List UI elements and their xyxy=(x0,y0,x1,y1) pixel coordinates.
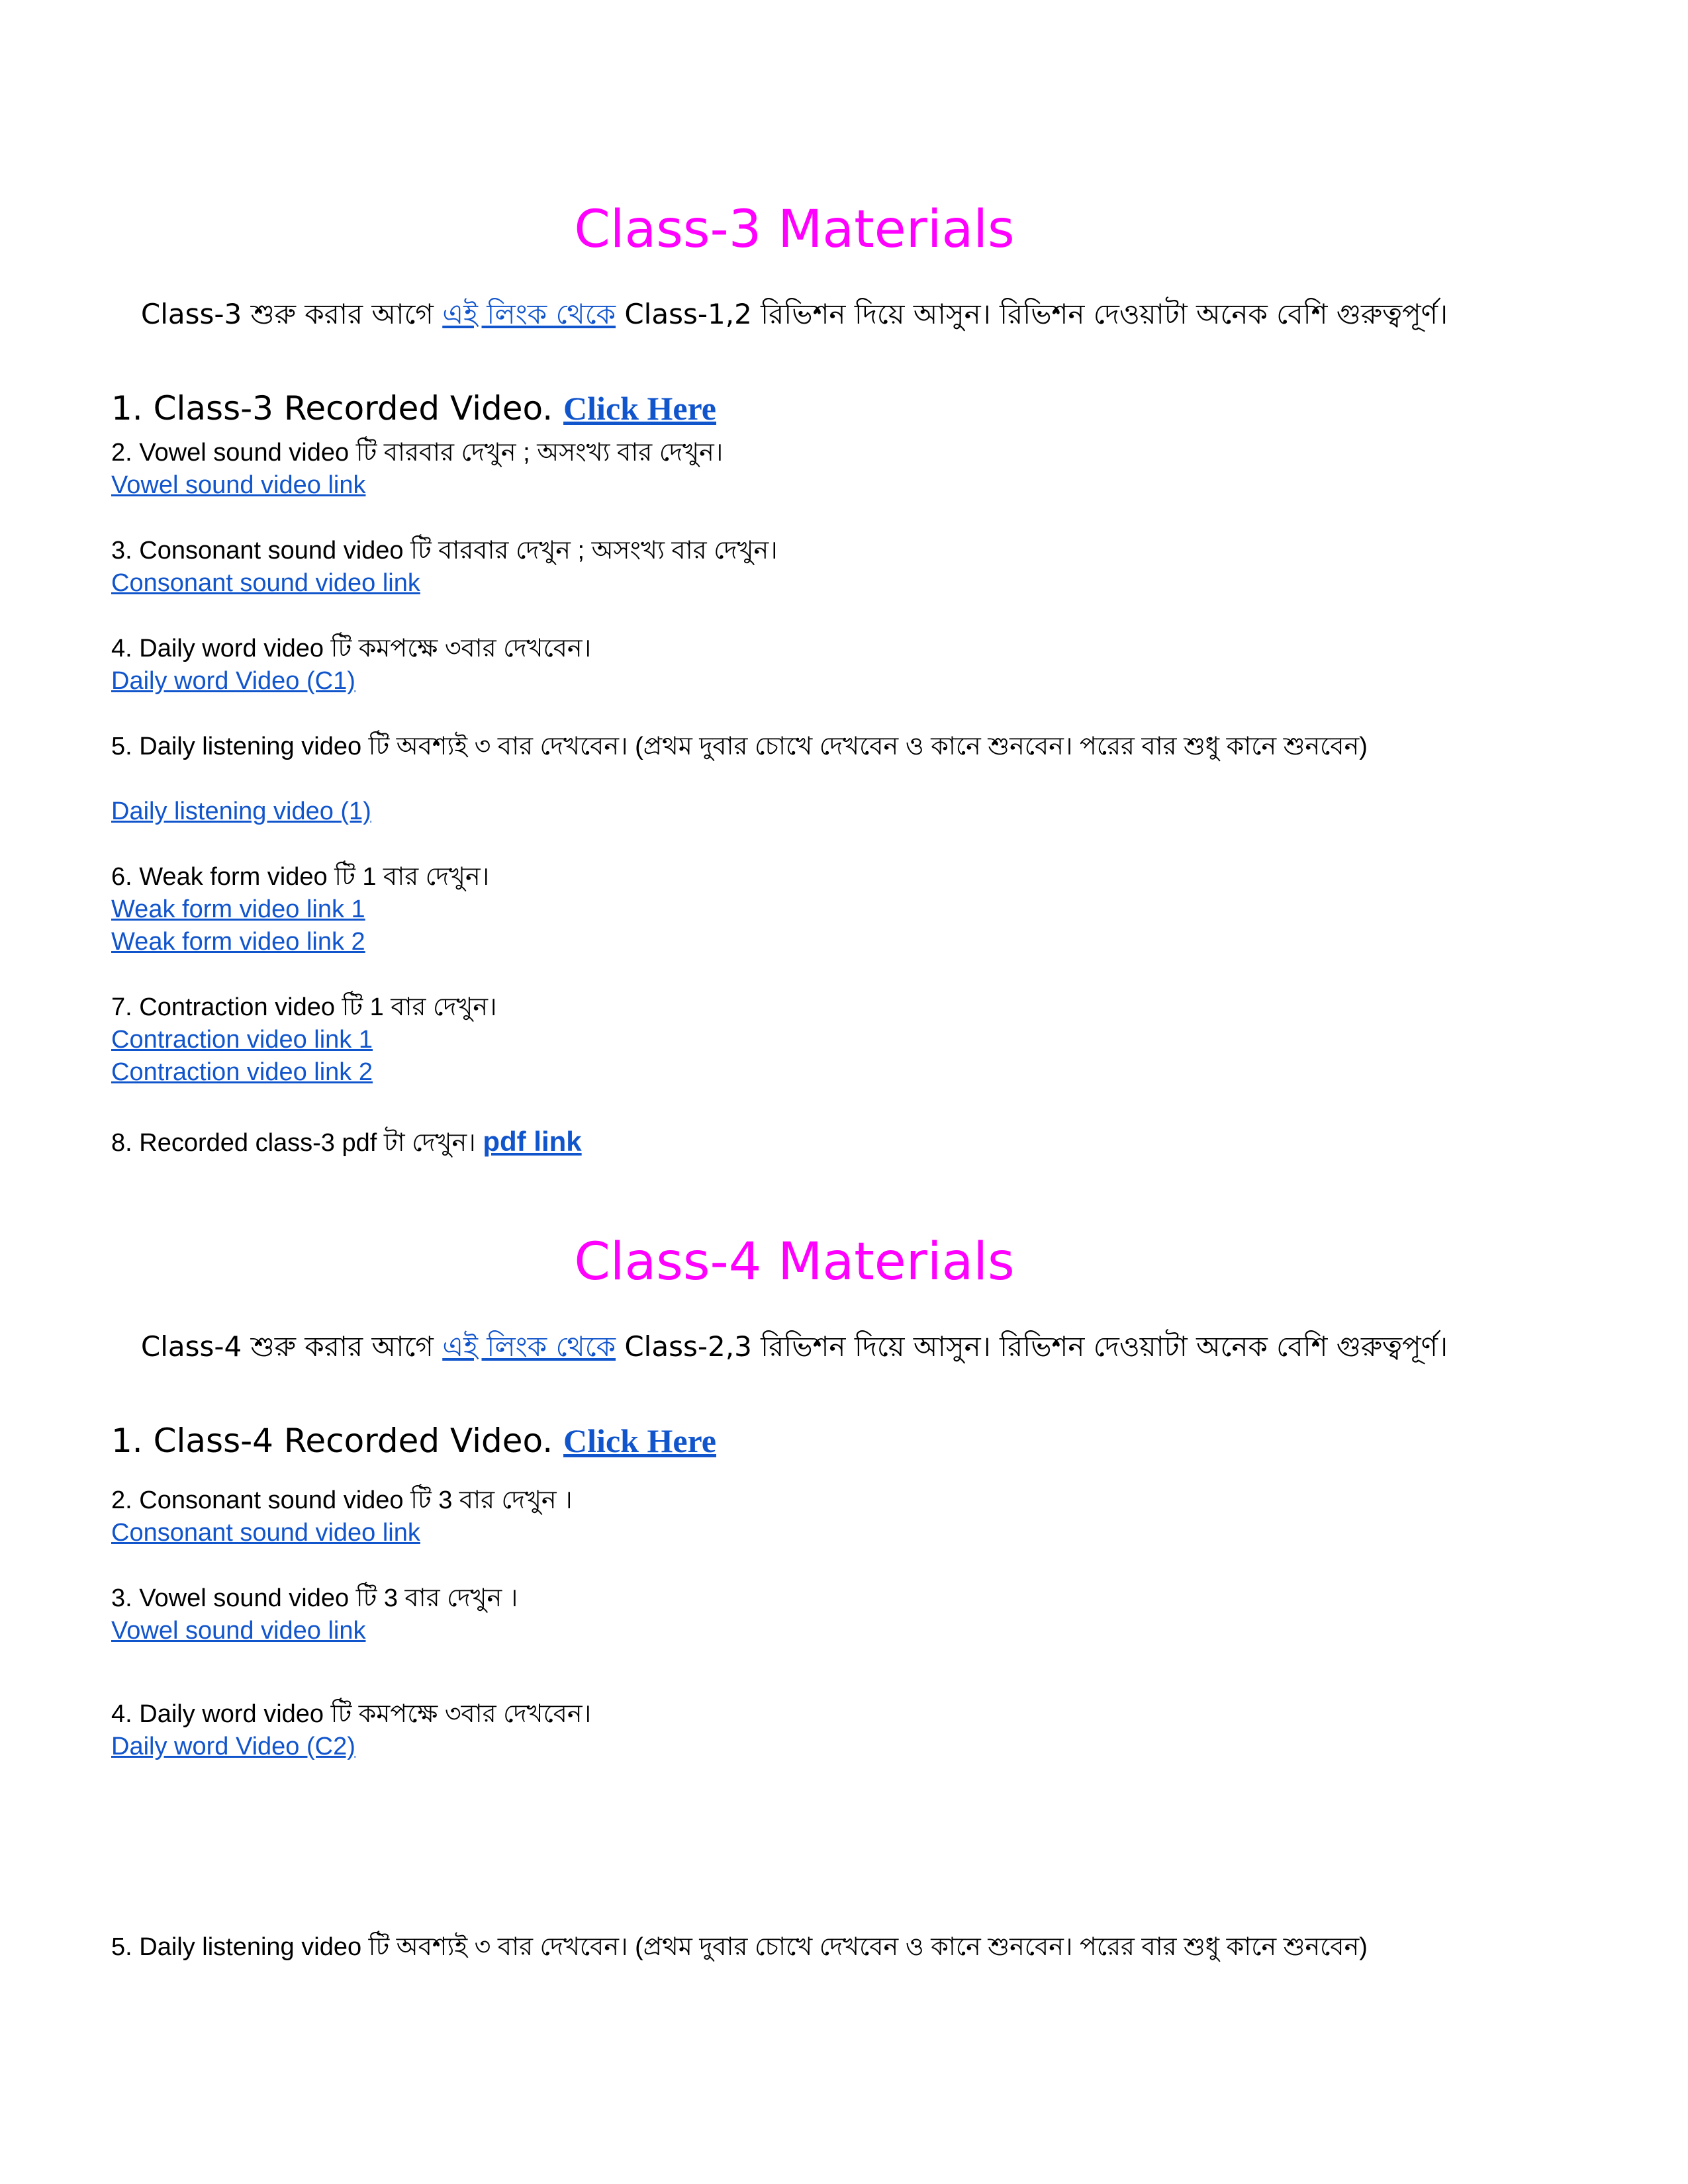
class4-consonant-sound-link[interactable]: Consonant sound video link xyxy=(111,1519,420,1547)
class3-item-8 xyxy=(111,1125,582,1159)
class4-recorded-heading-text: 1. Class-4 Recorded Video. xyxy=(111,1422,564,1460)
class4-recorded-heading xyxy=(111,1423,716,1459)
class4-intro-before: Class-4 শুরু করার আগে xyxy=(140,1330,443,1363)
class3-item-2: 2. Vowel sound video টি বারবার দেখুন ; অসংখ্য বার দেখুন। xyxy=(111,439,724,467)
class3-daily-listening-link[interactable]: Daily listening video (1) xyxy=(111,797,371,825)
class3-contraction-link-1[interactable]: Contraction video link 1 xyxy=(111,1026,373,1054)
class3-daily-word-link[interactable]: Daily word Video (C1) xyxy=(111,667,355,695)
class3-vowel-sound-link[interactable]: Vowel sound video link xyxy=(111,471,366,499)
class3-weak-form-link-1[interactable]: Weak form video link 1 xyxy=(111,895,365,923)
class3-intro xyxy=(0,298,1589,331)
class3-item-5: 5. Daily listening video টি অবশ্যই ৩ বার দেখবেন। (প্রথম দুবার চোখে দেখবেন ও কানে শুনবেন। পরের বার শুধু কানে শুনবেন) xyxy=(111,733,1368,760)
class3-item-4: 4. Daily word video টি কমপক্ষে ৩বার দেখবেন। xyxy=(111,635,592,662)
class4-item-3: 3. Vowel sound video টি 3 বার দেখুন । xyxy=(111,1584,518,1612)
class4-item-5: 5. Daily listening video টি অবশ্যই ৩ বার দেখবেন। (প্রথম দুবার চোখে দেখবেন ও কানে শুনবেন। পরের বার শুধু কানে শুনবেন) xyxy=(111,1933,1368,1961)
class4-intro xyxy=(0,1330,1589,1363)
class3-revision-link[interactable]: এই লিংক থেকে xyxy=(442,298,616,330)
class4-intro-after: Class-2,3 রিভিশন দিয়ে আসুন। রিভিশন দেওয়াটা অনেক বেশি গুরুত্বপূর্ণ। xyxy=(616,1330,1448,1363)
class3-consonant-sound-link[interactable]: Consonant sound video link xyxy=(111,569,420,597)
class4-click-here-link[interactable]: Click Here xyxy=(563,1422,717,1459)
class3-title: Class-3 Materials xyxy=(574,200,1015,259)
class3-recorded-heading xyxy=(111,390,716,427)
class3-pdf-item-text: 8. Recorded class-3 pdf টা দেখুন। xyxy=(111,1129,483,1157)
class4-revision-link[interactable]: এই লিংক থেকে xyxy=(442,1330,616,1363)
class3-click-here-link[interactable]: Click Here xyxy=(563,390,717,427)
class3-weak-form-link-2[interactable]: Weak form video link 2 xyxy=(111,928,365,956)
class3-pdf-link[interactable]: pdf link xyxy=(483,1126,582,1157)
class4-item-2: 2. Consonant sound video টি 3 বার দেখুন । xyxy=(111,1486,573,1514)
class3-intro-before: Class-3 শুরু করার আগে xyxy=(140,298,443,330)
class4-vowel-sound-link[interactable]: Vowel sound video link xyxy=(111,1617,366,1645)
class4-daily-word-link[interactable]: Daily word Video (C2) xyxy=(111,1733,355,1760)
class3-contraction-link-2[interactable]: Contraction video link 2 xyxy=(111,1058,373,1086)
class4-title: Class-4 Materials xyxy=(574,1232,1015,1292)
class3-item-3: 3. Consonant sound video টি বারবার দেখুন ; অসংখ্য বার দেখুন। xyxy=(111,537,778,565)
class3-recorded-heading-text: 1. Class-3 Recorded Video. xyxy=(111,389,564,428)
class3-item-6: 6. Weak form video টি 1 বার দেখুন। xyxy=(111,863,490,891)
class3-intro-after: Class-1,2 রিভিশন দিয়ে আসুন। রিভিশন দেওয়াটা অনেক বেশি গুরুত্বপূর্ণ। xyxy=(616,298,1448,330)
class4-item-4: 4. Daily word video টি কমপক্ষে ৩বার দেখবেন। xyxy=(111,1700,592,1728)
class3-item-7: 7. Contraction video টি 1 বার দেখুন। xyxy=(111,993,497,1021)
